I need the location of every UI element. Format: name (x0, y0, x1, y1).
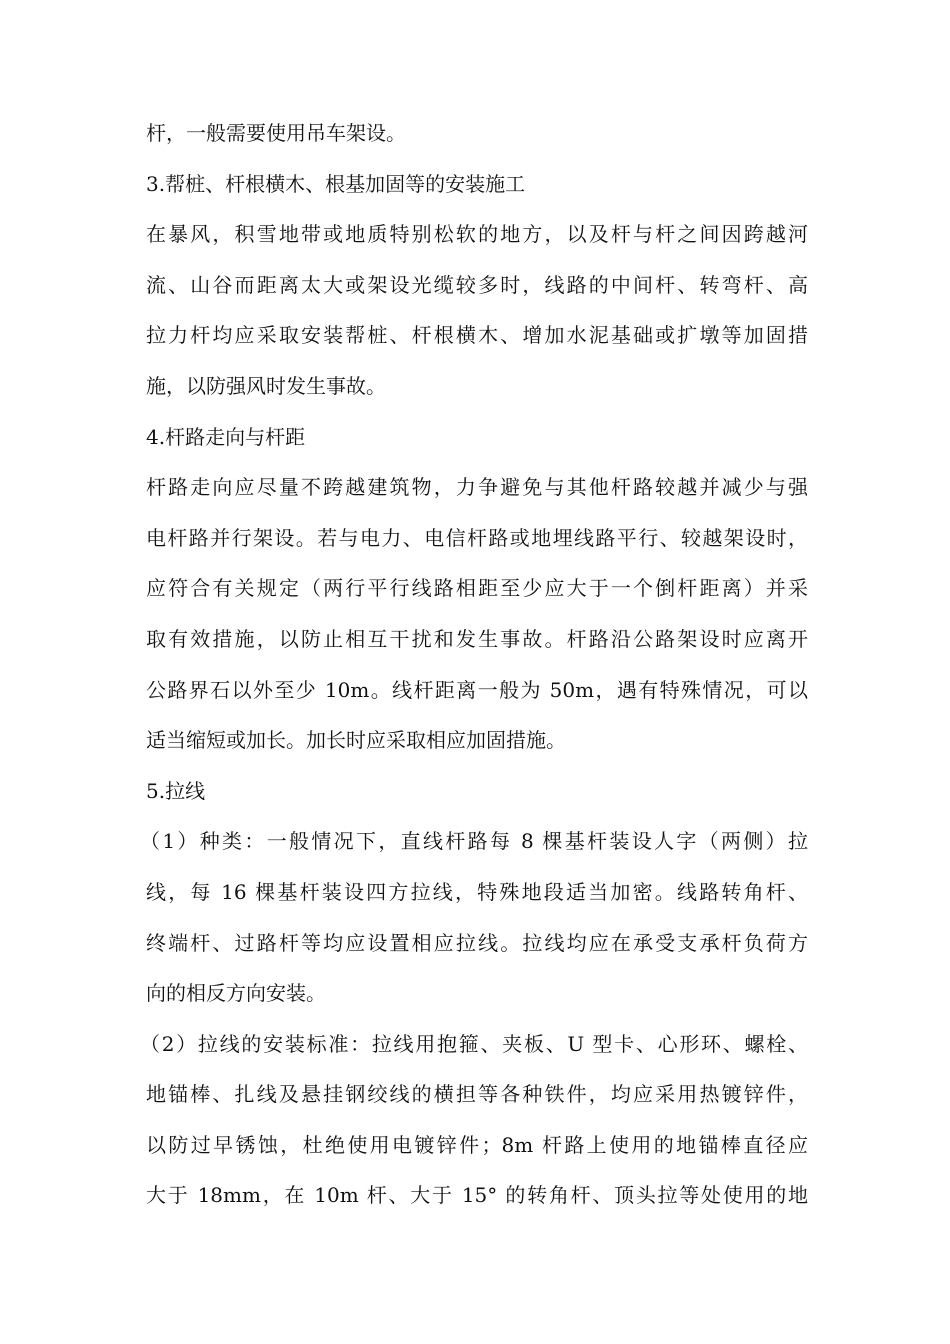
section-heading: 5.拉线 (146, 778, 206, 803)
text-line: 应符合有关规定（两行平行线路相距至少应大于一个倒杆距离）并采 (146, 576, 808, 601)
section-heading: 3.帮桩、杆根横木、根基加固等的安装施工 (146, 171, 526, 196)
text-line: 线，每 16 棵基杆装设四方拉线，特殊地段适当加密。线路转角杆、 (146, 879, 808, 904)
text-line: （2）拉线的安装标准：拉线用抱箍、夹板、U 型卡、心形环、螺栓、 (140, 1031, 808, 1056)
text-line: 杆，一般需要使用吊车架设。 (146, 121, 406, 145)
text-line: 在暴风，积雪地带或地质特别松软的地方，以及杆与杆之间因跨越河 (146, 222, 808, 247)
text-line: 大于 18mm，在 10m 杆、大于 15° 的转角杆、顶头拉等处使用的地 (146, 1183, 808, 1208)
text-line: 流、山谷而距离太大或架设光缆较多时，线路的中间杆、转弯杆、高 (146, 272, 808, 297)
text-line: 施，以防强风时发生事故。 (146, 373, 386, 398)
text-line: 公路界石以外至少 10m。线杆距离一般为 50m，遇有特殊情况，可以 (146, 677, 808, 702)
text-line: 以防过早锈蚀，杜绝使用电镀锌件；8m 杆路上使用的地锚棒直径应 (146, 1132, 808, 1157)
text-line: 地锚棒、扎线及悬挂钢绞线的横担等各种铁件，均应采用热镀锌件， (146, 1082, 808, 1107)
text-line: 取有效措施，以防止相互干扰和发生事故。杆路沿公路架设时应离开 (146, 626, 808, 651)
text-line: 终端杆、过路杆等均应设置相应拉线。拉线均应在承受支承杆负荷方 (146, 930, 808, 955)
section-heading: 4.杆路走向与杆距 (146, 424, 306, 449)
text-line: （1）种类：一般情况下，直线杆路每 8 棵基杆装设人字（两侧）拉 (140, 829, 808, 854)
document-page (140, 108, 808, 1221)
text-line: 杆路走向应尽量不跨越建筑物，力争避免与其他杆路较越并减少与强 (146, 475, 808, 500)
text-line: 向的相反方向安装。 (146, 981, 326, 1006)
text-line: 电杆路并行架设。若与电力、电信杆路或地埋线路平行、较越架设时， (146, 525, 808, 550)
text-line: 适当缩短或加长。加长时应采取相应加固措施。 (146, 728, 566, 753)
text-line: 拉力杆均应采取安装帮桩、杆根横木、增加水泥基础或扩墩等加固措 (146, 323, 808, 348)
